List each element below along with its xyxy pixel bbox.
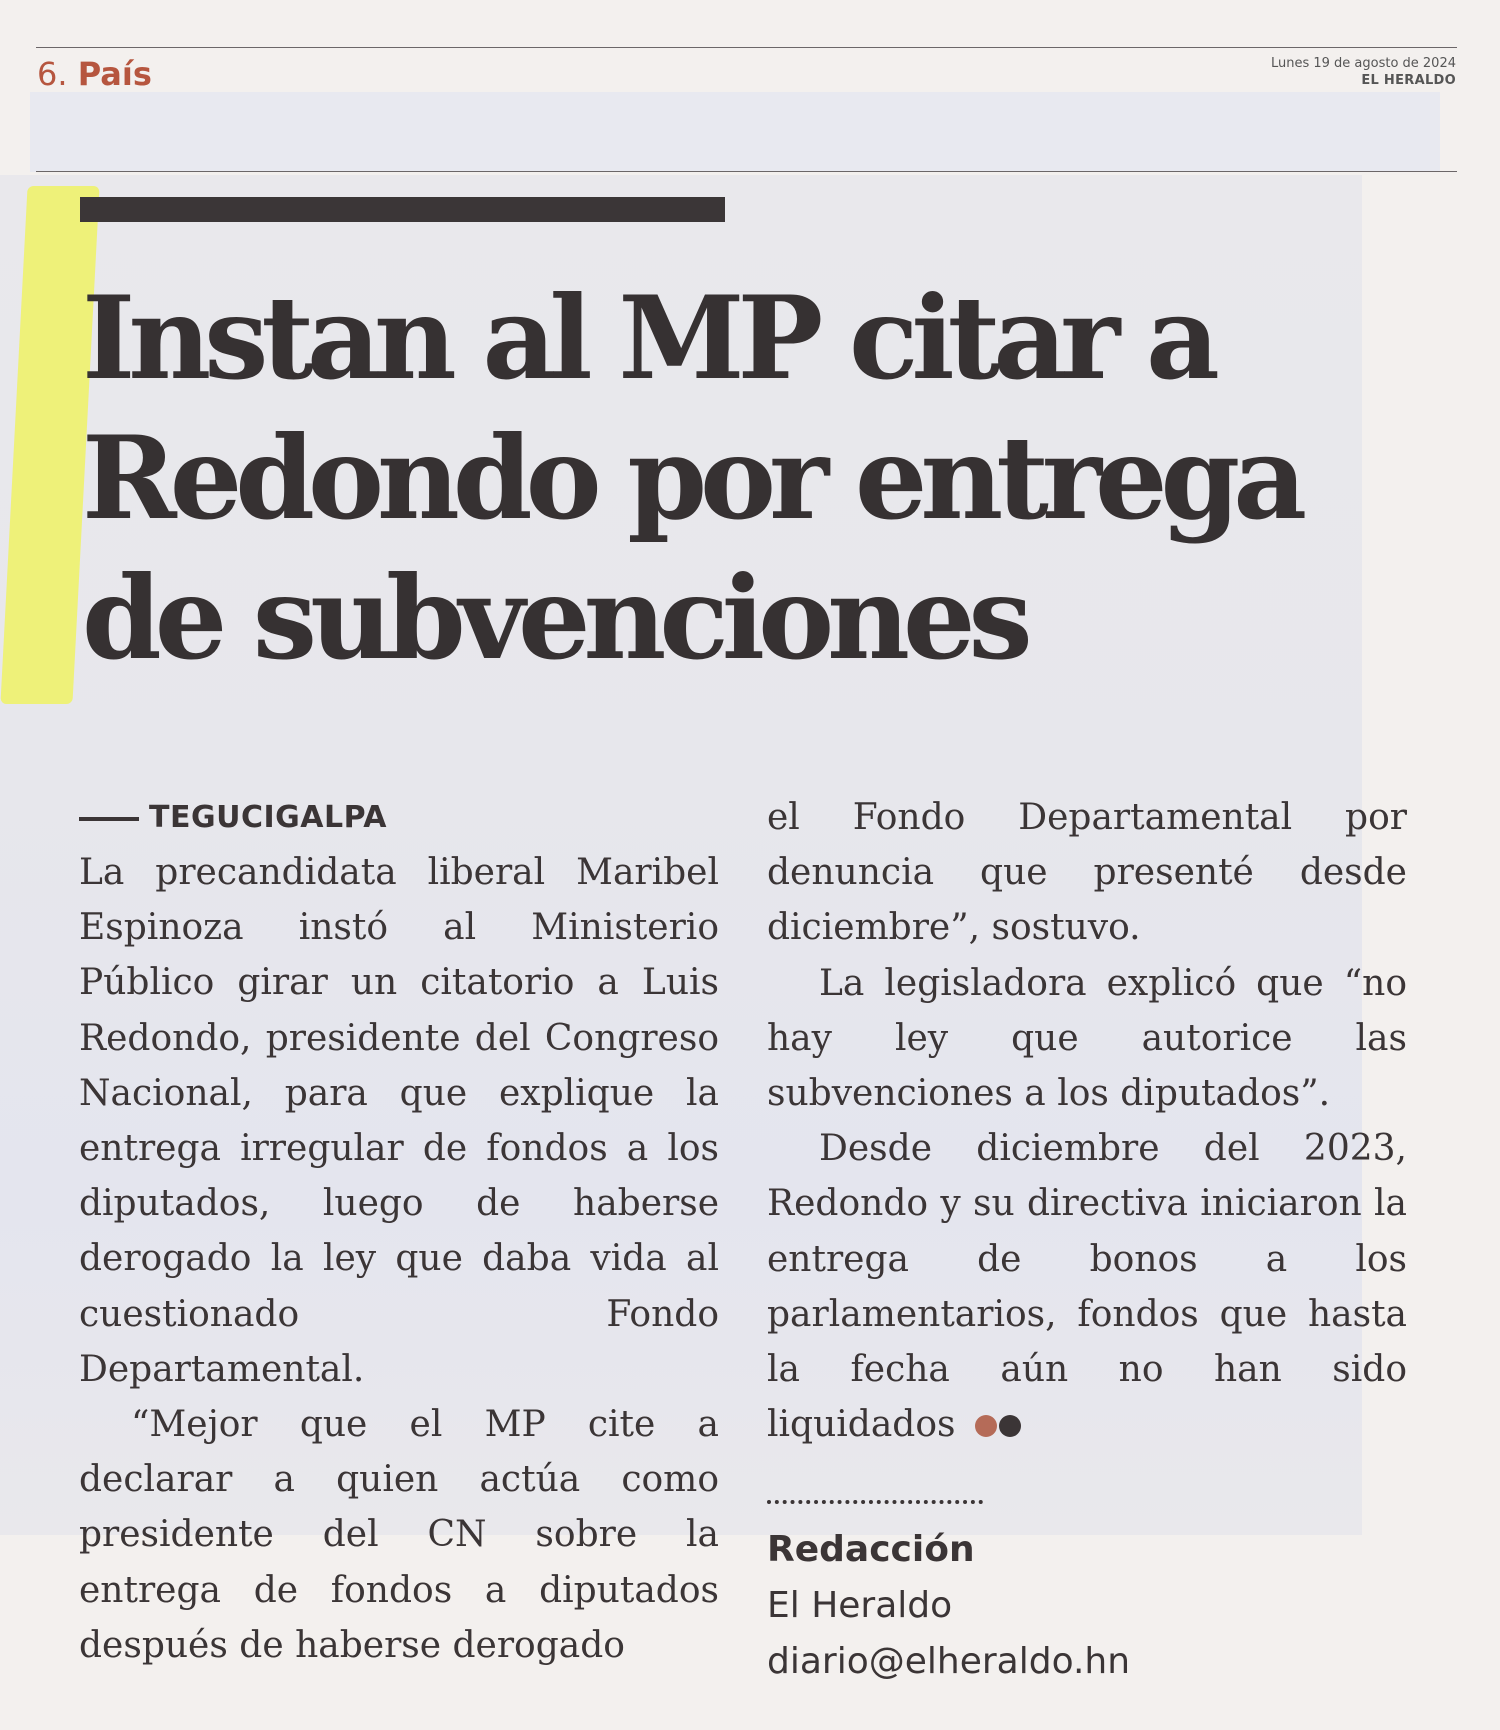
location-label: TEGUCIGALPA — [149, 800, 388, 835]
top-rule — [36, 47, 1457, 48]
byline-name: Redacción — [767, 1529, 975, 1571]
section-name: País — [77, 55, 152, 93]
page-folio — [37, 54, 152, 94]
article-column-right — [767, 790, 1407, 1690]
header-bottom-rule — [36, 171, 1457, 172]
location-bar — [79, 817, 139, 821]
end-of-article-dots — [955, 1404, 1021, 1445]
end-dot-icon — [975, 1415, 997, 1437]
article-location — [79, 790, 719, 845]
article-paragraph: La legisladora explicó que “no hay ley que autorice las subvenciones a los diputados”. — [767, 962, 1407, 1115]
byline-email: diario@elheraldo.hn — [767, 1641, 1131, 1683]
byline-outlet: El Heraldo — [767, 1585, 953, 1627]
end-dot-icon — [999, 1415, 1021, 1437]
article-paragraph: La precandidata liberal Maribel Espinoza instó al Ministerio Público girar un citatorio a Luis Redondo, presidente del Congreso Nacional, para que explique la entrega irregular de fondos a los diputados, luego de haberse derogado la ley que daba vida al cuestionado Fondo Departamental. — [79, 852, 719, 1390]
article-byline — [767, 1522, 1407, 1690]
article-paragraph-text: Desde diciembre del 2023, Redondo y su directiva iniciaron la entrega de bonos a los parlamentarios, fondos que hasta la fecha aún no han sido liquidados — [767, 1128, 1407, 1446]
page-dateline — [1271, 55, 1456, 89]
byline-separator — [767, 1500, 983, 1504]
headline-top-bar — [80, 197, 725, 222]
issue-date: Lunes 19 de agosto de 2024 — [1270, 56, 1456, 71]
article-paragraph: el Fondo Departamental por denuncia que presenté desde diciembre”, sostuvo. — [767, 797, 1407, 949]
article-headline: Instan al MP citar a Redondo por entrega de subvenciones — [82, 271, 1301, 685]
page-number: 6. — [37, 55, 68, 93]
article-paragraph-last — [767, 1121, 1407, 1452]
article-column-left — [79, 790, 719, 1673]
article-paragraph: “Mejor que el MP cite a declarar a quien actúa como presidente del CN sobre la entrega de fondos a diputados después de haberse derogado — [79, 1404, 719, 1666]
header-band — [30, 92, 1440, 172]
newspaper-name: EL HERALDO — [1361, 73, 1456, 88]
